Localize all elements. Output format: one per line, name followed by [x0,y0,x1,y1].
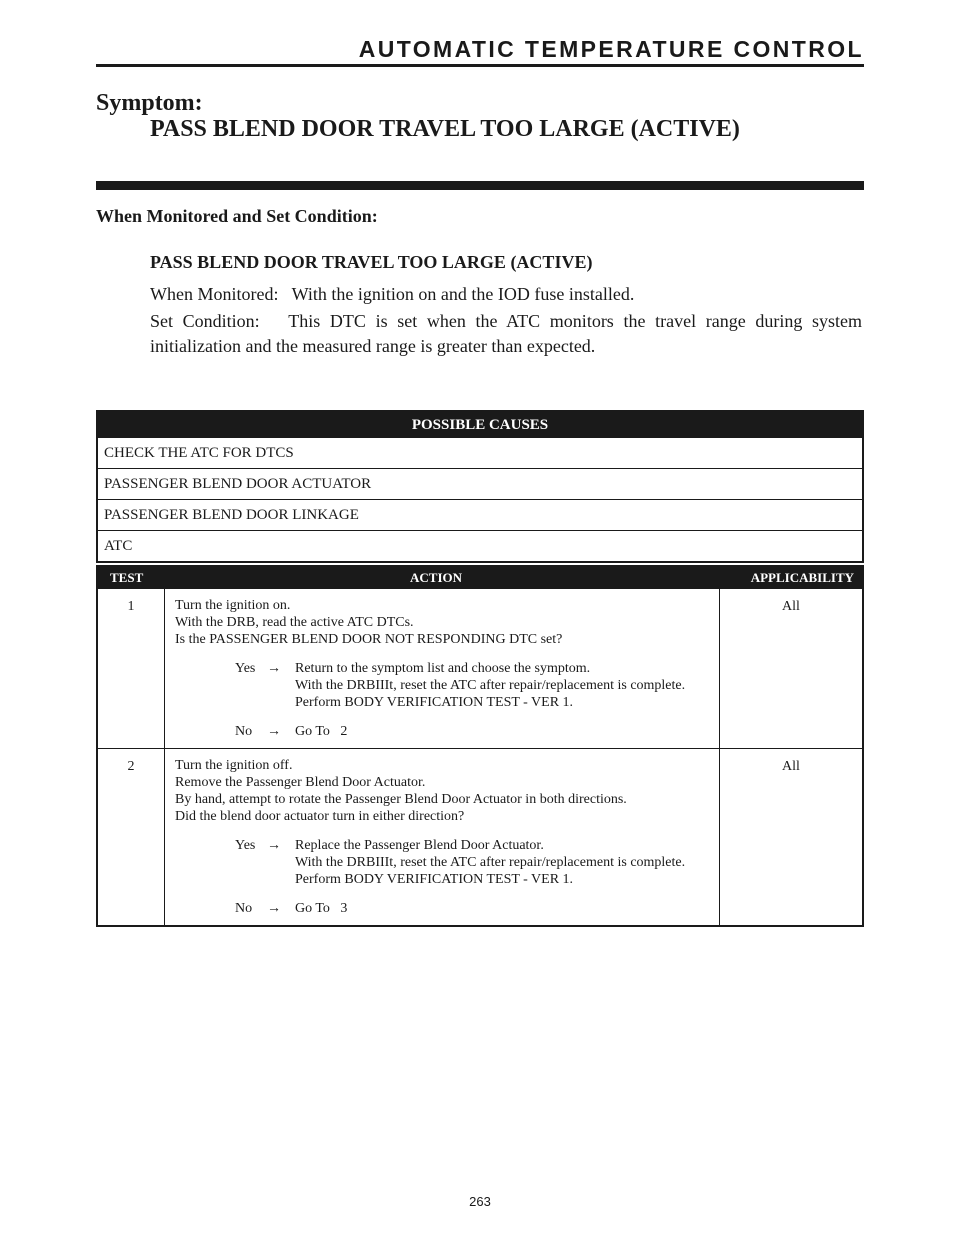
header-rule [96,64,864,67]
response-line: With the DRBIIIt, reset the ATC after repair/replacement is complete. [295,855,686,870]
symptom-label: Symptom: [96,90,203,116]
test-table [96,565,864,927]
no-label: No [235,724,253,739]
dtc-name: PASS BLEND DOOR TRAVEL TOO LARGE (ACTIVE) [150,252,593,272]
col-applicability: APPLICABILITY [750,570,854,585]
no-response [235,900,713,917]
cause-item: ATC [104,538,133,554]
yes-response [235,837,713,888]
page-number: 263 [469,1194,491,1209]
no-label: No [235,901,253,916]
arrow-icon: → [267,901,281,916]
cause-item: CHECK THE ATC FOR DTCS [98,438,862,469]
when-monitored: When Monitored: With the ignition on and the IOD fuse installed. [150,284,635,304]
action-step: With the DRB, read the active ATC DTCs. [175,615,414,630]
cause-item: PASSENGER BLEND DOOR ACTUATOR [98,469,862,500]
possible-causes-table [96,410,864,563]
set-condition: Set Condition: This DTC is set when the ATC monitors the travel range during system initialization and the measured range is greater than expected. [150,311,867,356]
action-step: By hand, attempt to rotate the Passenger Blend Door Actuator in both directions. [175,792,627,807]
response-line: Return to the symptom list and choose the symptom. [295,661,591,676]
action-step: Turn the ignition on. [175,598,291,613]
yes-label: Yes [235,838,256,853]
action-step: Is the PASSENGER BLEND DOOR NOT RESPONDING DTC set? [175,632,563,647]
conditions-heading: When Monitored and Set Condition: [96,206,378,226]
arrow-icon: → [267,661,281,676]
section-header: AUTOMATIC TEMPERATURE CONTROL [358,36,864,62]
yes-label: Yes [235,661,256,676]
test-number: 2 [127,759,135,774]
test-applicability: All [782,759,800,774]
symptom-title: PASS BLEND DOOR TRAVEL TOO LARGE (ACTIVE) [150,116,740,142]
response-line: Perform BODY VERIFICATION TEST - VER 1. [295,695,574,710]
test-applicability: All [782,599,800,614]
cause-item: PASSENGER BLEND DOOR LINKAGE [98,500,862,531]
col-test: TEST [110,570,144,585]
response-line: Go To 2 [295,724,348,739]
symptom-rule [96,181,864,190]
response-line: Go To 3 [295,901,348,916]
action-step: Did the blend door actuator turn in either direction? [175,809,465,824]
no-response [235,723,713,740]
test-row [98,589,862,748]
test-action [164,589,720,748]
response-line: With the DRBIIIt, reset the ATC after repair/replacement is complete. [295,678,686,693]
response-line: Replace the Passenger Blend Door Actuator. [295,838,544,853]
response-line: Perform BODY VERIFICATION TEST - VER 1. [295,872,574,887]
test-action [164,749,720,925]
yes-response [235,660,713,711]
arrow-icon: → [267,724,281,739]
test-row [98,748,862,925]
action-step: Remove the Passenger Blend Door Actuator. [175,775,426,790]
test-number: 1 [127,599,135,614]
arrow-icon: → [267,838,281,853]
test-table-header [98,567,862,589]
possible-causes-heading: POSSIBLE CAUSES [98,412,862,438]
action-step: Turn the ignition off. [175,758,293,773]
col-action: ACTION [410,570,463,585]
